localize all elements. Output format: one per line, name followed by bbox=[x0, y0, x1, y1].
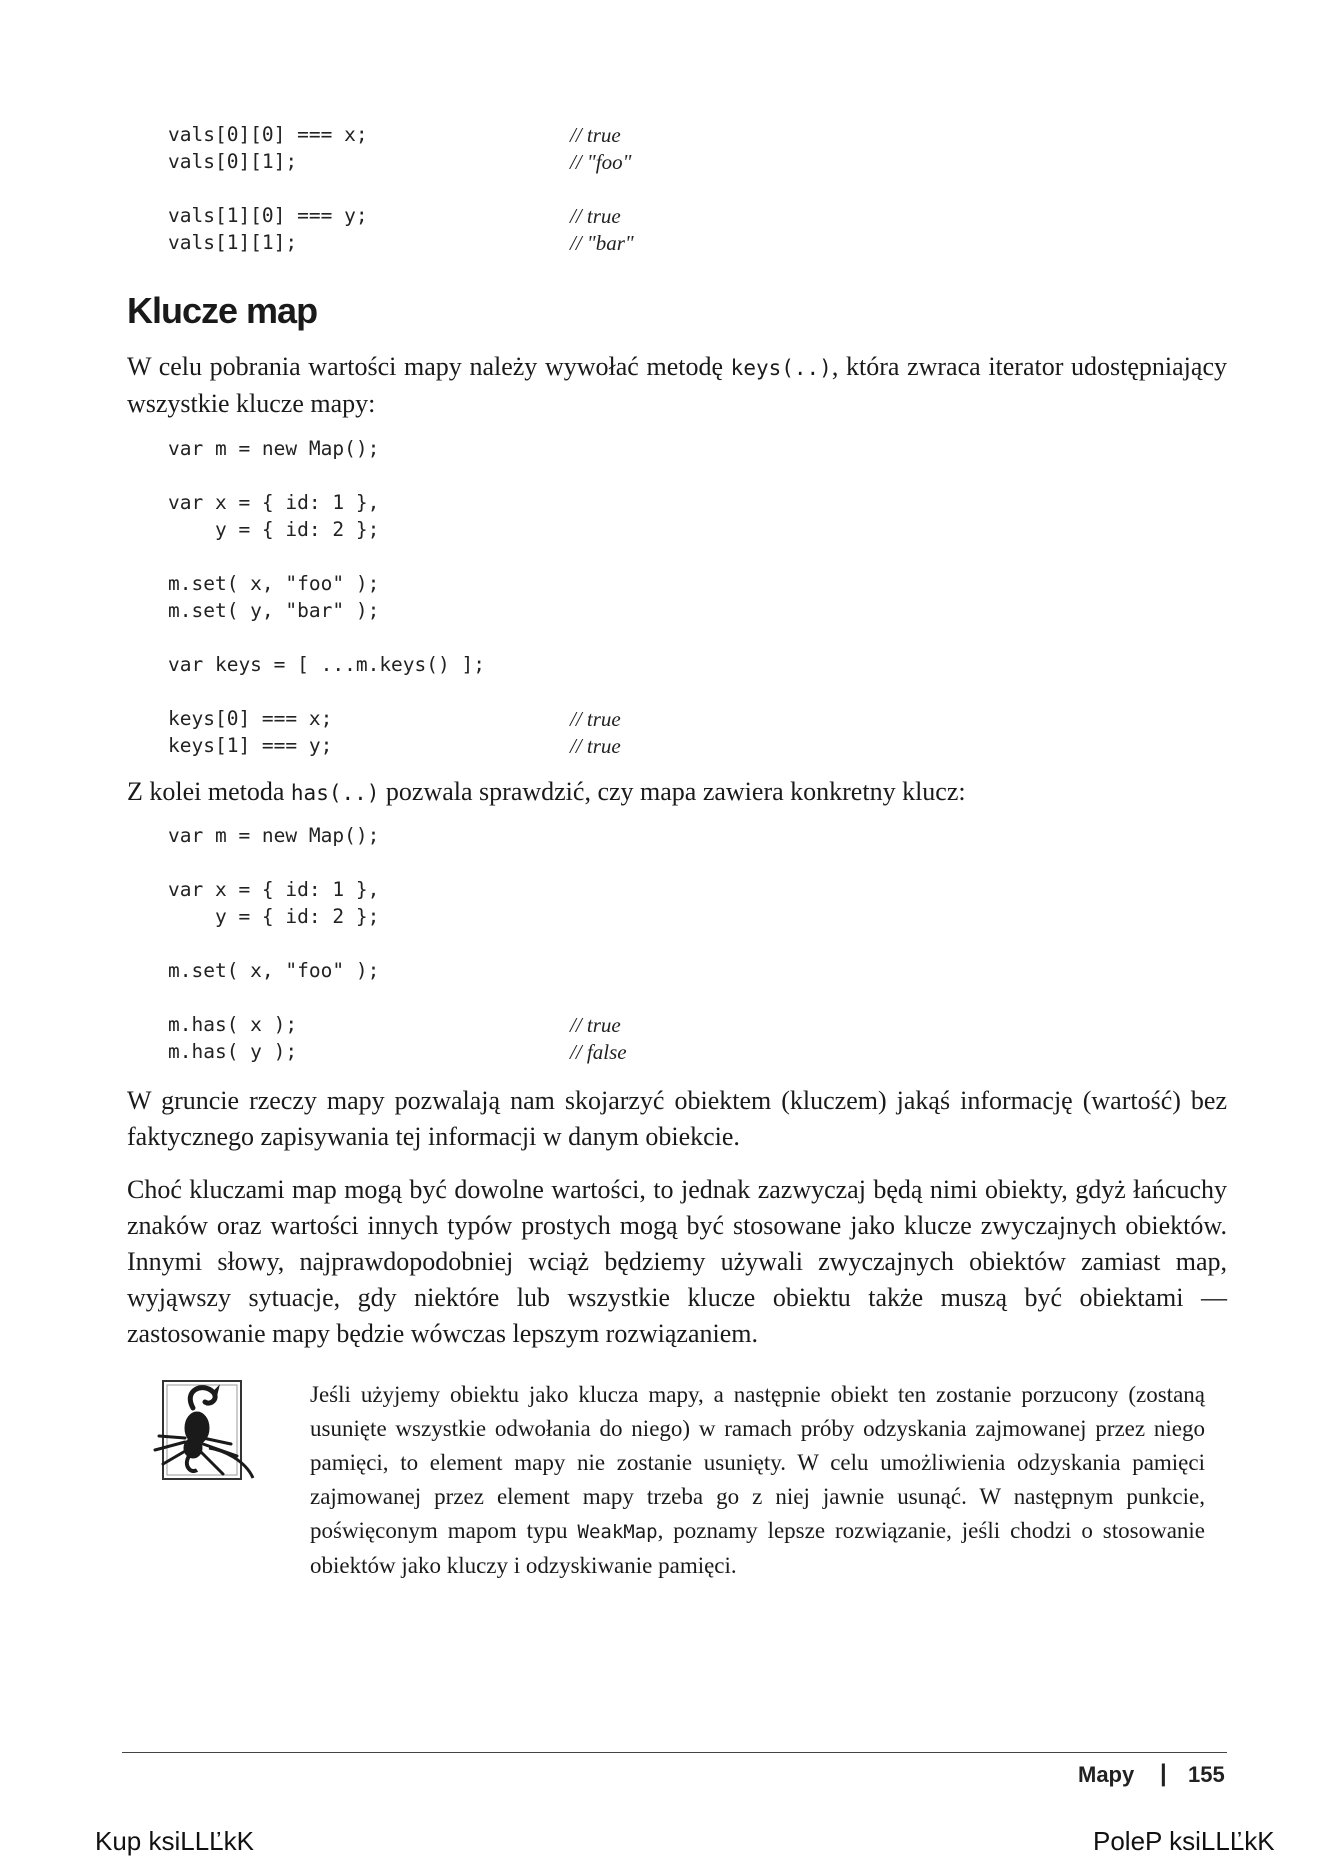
code-line bbox=[168, 489, 379, 517]
code-line bbox=[168, 229, 634, 257]
text: Jeśli użyjemy obiektu jako klucza mapy, a następnie obiekt ten zostanie porzucony (zostaną usunięte wszystkie odwołania do niego) w ramach próby odzyskania zajmowanej przez niego pamięci, to element mapy nie zostanie usunięty. W celu umożliwienia odzyskania pamięci zajmowanej przez element mapy trzeba go z niej jawnie usunąć. W następnym punkcie, poświęconym mapom typu bbox=[310, 1382, 1205, 1543]
scorpion-warning-icon bbox=[153, 1378, 263, 1483]
section-heading: Klucze map bbox=[127, 290, 318, 331]
paragraph-key-types: Choć kluczami map mogą być dowolne wartości, to jednak zazwyczaj będą nimi obiekty, gdyż łańcuchy znaków oraz wartości innych typów prostych mogą być stosowane jako klucze zwyczajnych obiektów. Innymi słowy, najprawdopodobniej wciąż będziemy używali zwyczajnych obiektów zamiast map, wyjąwszy sytuacje, gdy niektóre lub wszystkie klucze obiektu także muszą być obiektami — zastosowanie mapy będzie wówczas lepszym rozwiązaniem. bbox=[127, 1175, 1227, 1348]
code-line bbox=[168, 822, 379, 850]
code-line bbox=[168, 705, 621, 733]
code-text: var m = new Map(); bbox=[168, 824, 380, 847]
code-text: y = { id: 2 }; bbox=[168, 905, 380, 928]
code-comment: // true bbox=[570, 707, 621, 731]
code-text: keys[1] === y; bbox=[168, 734, 333, 757]
code-line bbox=[168, 148, 632, 176]
footer-separator: | bbox=[1160, 1760, 1167, 1787]
code-line bbox=[168, 570, 379, 598]
paragraph-has-intro bbox=[127, 774, 1227, 811]
code-comment: // "foo" bbox=[570, 150, 632, 174]
code-line bbox=[168, 121, 621, 149]
code-text: var x = { id: 1 }, bbox=[168, 491, 380, 514]
code-line bbox=[168, 957, 379, 985]
inline-code: keys(..) bbox=[730, 356, 832, 380]
code-text: vals[1][1]; bbox=[168, 231, 298, 254]
code-line bbox=[168, 1011, 621, 1039]
paragraph-keys-intro bbox=[127, 349, 1227, 422]
code-text: vals[0][0] === x; bbox=[168, 123, 368, 146]
code-line bbox=[168, 651, 485, 679]
text: , która zwraca iterator udostępniający wszystkie klucze mapy: bbox=[127, 352, 1227, 418]
code-line bbox=[168, 903, 379, 931]
text: , poznamy lepsze rozwiązanie, jeśli chodzi o stosowanie obiektów jako kluczy i odzyskiwanie pamięci. bbox=[310, 1518, 1205, 1578]
code-comment: // true bbox=[570, 123, 621, 147]
code-comment: // true bbox=[570, 204, 621, 228]
code-text: y = { id: 2 }; bbox=[168, 518, 380, 541]
code-comment: // true bbox=[570, 1013, 621, 1037]
code-line bbox=[168, 597, 379, 625]
text: pozwala sprawdzić, czy mapa zawiera konkretny klucz: bbox=[379, 777, 966, 806]
code-line bbox=[168, 732, 621, 760]
code-line bbox=[168, 202, 621, 230]
inline-code: WeakMap bbox=[577, 1521, 658, 1543]
paragraph-summary: W gruncie rzeczy mapy pozwalają nam skojarzyć obiektem (kluczem) jakąś informację (wartość) bez faktycznego zapisywania tej informacji w danym obiekcie. bbox=[127, 1086, 1227, 1151]
code-text: m.set( x, "foo" ); bbox=[168, 572, 380, 595]
code-line bbox=[168, 1038, 627, 1066]
code-text: var keys = [ ...m.keys() ]; bbox=[168, 653, 485, 676]
page-number: 155 bbox=[1188, 1762, 1225, 1787]
code-line bbox=[168, 876, 379, 904]
text: W celu pobrania wartości mapy należy wywołać metodę bbox=[127, 352, 731, 381]
code-line bbox=[168, 516, 379, 544]
code-comment: // true bbox=[570, 734, 621, 758]
code-text: m.set( y, "bar" ); bbox=[168, 599, 380, 622]
recommend-book-link[interactable]: PoleP ksiLLĽkK bbox=[1093, 1826, 1275, 1856]
footer-rule bbox=[122, 1752, 1227, 1753]
code-text: var x = { id: 1 }, bbox=[168, 878, 380, 901]
code-text: vals[1][0] === y; bbox=[168, 204, 368, 227]
code-comment: // "bar" bbox=[570, 231, 634, 255]
code-text: m.has( y ); bbox=[168, 1040, 298, 1063]
footer-chapter-title: Mapy bbox=[1078, 1762, 1135, 1787]
code-text: vals[0][1]; bbox=[168, 150, 298, 173]
code-comment: // false bbox=[570, 1040, 627, 1064]
code-text: m.has( x ); bbox=[168, 1013, 298, 1036]
code-line bbox=[168, 435, 379, 463]
buy-book-link[interactable]: Kup ksiLLĽkK bbox=[95, 1826, 254, 1856]
code-text: m.set( x, "foo" ); bbox=[168, 959, 380, 982]
note-text bbox=[310, 1378, 1205, 1583]
text: Z kolei metoda bbox=[127, 777, 291, 806]
inline-code: has(..) bbox=[290, 781, 380, 805]
code-text: keys[0] === x; bbox=[168, 707, 333, 730]
code-text: var m = new Map(); bbox=[168, 437, 380, 460]
